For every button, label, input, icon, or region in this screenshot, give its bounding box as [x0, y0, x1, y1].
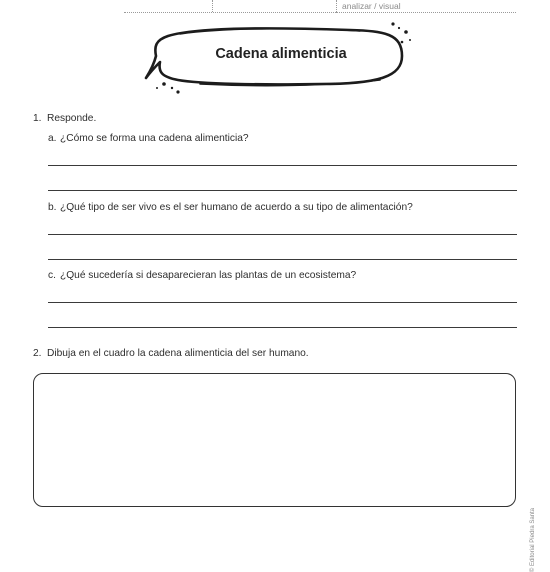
header-caption: analizar / visual	[342, 1, 401, 11]
item-text: ¿Qué sucedería si desaparecieran las plantas de un ecosistema?	[60, 270, 357, 281]
answer-line[interactable]	[48, 327, 517, 328]
item-letter: c.	[48, 270, 56, 281]
header-divider-right	[336, 0, 337, 12]
answer-line[interactable]	[48, 190, 517, 191]
answer-line[interactable]	[48, 234, 517, 235]
ink-splatter	[176, 90, 179, 93]
ink-splatter	[401, 41, 404, 44]
title-banner	[140, 18, 415, 96]
question-1b	[48, 202, 413, 213]
publisher-credit: © Editorial Piedra Santa	[530, 508, 536, 572]
item-text: ¿Qué tipo de ser vivo es el ser humano de acuerdo a su tipo de alimentación?	[60, 202, 413, 213]
item-letter: b.	[48, 202, 57, 213]
question-number: 1.	[33, 113, 42, 124]
header-dotted-rule	[124, 12, 340, 13]
question-1a	[48, 133, 249, 144]
question-text: Dibuja en el cuadro la cadena alimenticia del ser humano.	[47, 348, 309, 359]
header-dotted-rule-right	[336, 12, 516, 13]
drawing-box[interactable]	[33, 373, 516, 507]
question-number: 2.	[33, 348, 42, 359]
answer-line[interactable]	[48, 259, 517, 260]
question-2	[33, 348, 309, 359]
question-1c	[48, 270, 356, 281]
answer-line[interactable]	[48, 165, 517, 166]
item-text: ¿Cómo se forma una cadena alimenticia?	[60, 133, 249, 144]
page-title: Cadena alimenticia	[215, 46, 347, 62]
ink-splatter	[171, 87, 173, 89]
ink-splatter	[156, 87, 158, 89]
ink-splatter	[398, 27, 400, 29]
ink-splatter	[162, 82, 166, 86]
header-divider	[212, 0, 213, 12]
ink-splatter	[409, 39, 411, 41]
answer-line[interactable]	[48, 302, 517, 303]
question-1	[33, 113, 96, 124]
question-text: Responde.	[47, 113, 97, 124]
item-letter: a.	[48, 133, 57, 144]
ink-splatter	[391, 22, 394, 25]
ink-splatter	[404, 30, 408, 34]
